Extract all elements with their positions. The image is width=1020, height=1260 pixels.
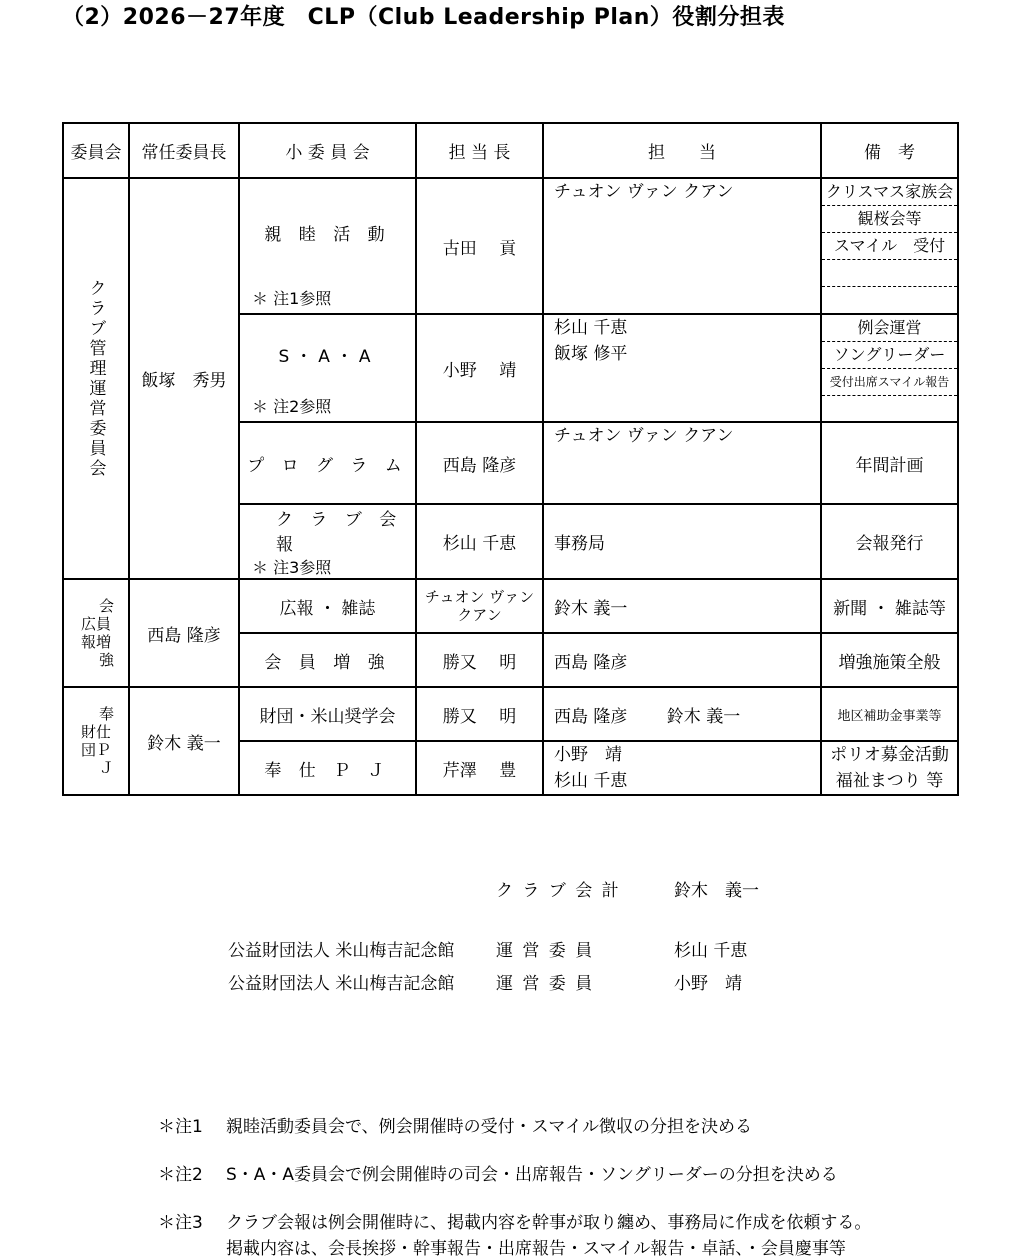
leader-cell: 古田 貢: [416, 178, 543, 314]
leader-cell: 杉山 千恵: [416, 504, 543, 579]
remark-item: 受付出席スマイル報告: [822, 369, 957, 396]
members-cell: [543, 178, 821, 314]
committee-name: クラブ管理運営委員会: [85, 278, 106, 479]
clp-role-table: [62, 122, 959, 796]
subcommittee-cell: [239, 314, 416, 422]
note-text: クラブ会報は例会開催時に、掲載内容を幹事が取り纏め、事務局に作成を依頼する。: [226, 1213, 872, 1233]
officer-name: 杉山 千恵: [674, 941, 748, 961]
chair-cell: 西島 隆彦: [129, 579, 239, 687]
officer-role: ク ラ ブ 会 計: [496, 881, 621, 901]
note-reference: ＊ 注3参照: [252, 558, 332, 577]
page-title: （2）2026－27年度 CLP（Club Leadership Plan）役割分担表: [62, 5, 785, 30]
subcommittee-name: S・A・A: [278, 347, 377, 367]
chair-cell: 鈴木 義一: [129, 687, 239, 795]
remarks-cell: [821, 741, 958, 795]
members-cell: 西島 隆彦: [543, 633, 821, 687]
subcommittee-cell: 広報 ・ 雑誌: [239, 579, 416, 633]
leader-line: クアン: [457, 606, 502, 624]
member-name: チュオン ヴァン クアン: [554, 182, 734, 202]
leader-line: チュオン ヴァン: [424, 588, 535, 606]
header-remarks: 備 考: [821, 123, 958, 178]
subcommittee-cell: [239, 178, 416, 314]
officer-org: 公益財団法人 米山梅吉記念館: [228, 941, 455, 961]
member-name: 杉山 千恵: [554, 318, 628, 338]
committee-line: 強: [98, 651, 114, 669]
committee-line: 会: [98, 597, 114, 615]
remark-item: [822, 260, 957, 287]
table-row: [63, 687, 958, 741]
members-cell: 鈴木 義一: [543, 579, 821, 633]
note-text: 掲載内容は、会長挨拶・幹事報告・出席報告・スマイル報告・卓話、・会員慶事等: [226, 1239, 846, 1259]
member-name: チュオン ヴァン クアン: [554, 426, 734, 446]
header-chair: 常任委員長: [129, 123, 239, 178]
note-label: ＊注3: [158, 1213, 203, 1233]
subcommittee-cell: 奉 仕 Ｐ Ｊ: [239, 741, 416, 795]
header-subcommittee: 小 委 員 会: [239, 123, 416, 178]
remarks-cell: [821, 178, 958, 314]
leader-cell: 芹澤 豊: [416, 741, 543, 795]
remarks-cell: 増強施策全般: [821, 633, 958, 687]
officer-name: 小野 靖: [674, 974, 742, 994]
officer-role: 運 営 委 員: [496, 974, 595, 994]
member-name: 杉山 千恵: [554, 771, 628, 791]
header-committee: 委員会: [63, 123, 129, 178]
note-reference: ＊ 注2参照: [252, 397, 332, 416]
remark-item: 観桜会等: [822, 206, 957, 233]
chair-cell: 飯塚 秀男: [129, 178, 239, 579]
remark-item: クリスマス家族会: [822, 179, 957, 206]
header-members: 担 当: [543, 123, 821, 178]
note-item: [158, 1234, 846, 1259]
remark-item: 福祉まつり 等: [835, 771, 944, 791]
remarks-cell: 地区補助金事業等: [821, 687, 958, 741]
committee-line: 報増: [80, 633, 111, 651]
note-label: ＊注2: [158, 1165, 203, 1185]
members-cell: [543, 314, 821, 422]
leader-cell: 勝又 明: [416, 633, 543, 687]
committee-line: 団Ｐ: [80, 741, 111, 759]
remarks-cell: 会報発行: [821, 504, 958, 579]
note-text: 親睦活動委員会で、例会開催時の受付・スマイル徴収の分担を決める: [226, 1117, 752, 1137]
subcommittee-cell: プ ロ グ ラ ム: [239, 422, 416, 504]
officer-row: [228, 936, 747, 961]
note-item: [158, 1208, 871, 1233]
members-cell: 西島 隆彦 鈴木 義一: [543, 687, 821, 741]
officer-row: [228, 876, 759, 901]
officer-role: 運 営 委 員: [496, 941, 595, 961]
officer-row: [228, 969, 742, 994]
subcommittee-cell: [239, 504, 416, 579]
note-text: S・A・A委員会で例会開催時の司会・出席報告・ソングリーダーの分担を決める: [226, 1165, 838, 1185]
remark-item: スマイル 受付: [822, 233, 957, 260]
committee-line: 財仕: [80, 723, 111, 741]
table-row: [63, 579, 958, 633]
committee-cell: [63, 687, 129, 795]
committee-cell: [63, 178, 129, 579]
subcommittee-cell: 会 員 増 強: [239, 633, 416, 687]
leader-cell: 西島 隆彦: [416, 422, 543, 504]
remark-item: ポリオ募金活動: [830, 745, 949, 765]
subcommittee-cell: 財団・米山奨学会: [239, 687, 416, 741]
leader-cell: 小野 靖: [416, 314, 543, 422]
members-cell: [543, 741, 821, 795]
subcommittee-name: ク ラ ブ 会 報: [276, 510, 403, 555]
remarks-cell: 年間計画: [821, 422, 958, 504]
member-name: 飯塚 修平: [554, 344, 628, 364]
remarks-cell: 新聞 ・ 雑誌等: [821, 579, 958, 633]
leader-cell: 勝又 明: [416, 687, 543, 741]
committee-line: 広員: [80, 615, 111, 633]
note-reference: ＊ 注1参照: [252, 289, 332, 308]
note-label: ＊注1: [158, 1117, 203, 1137]
note-item: [158, 1112, 752, 1137]
table-header-row: [63, 123, 958, 178]
header-leader: 担 当 長: [416, 123, 543, 178]
remark-item: ソングリーダー: [822, 342, 957, 369]
officer-name: 鈴木 義一: [674, 881, 759, 901]
remark-item: 例会運営: [822, 315, 957, 342]
committee-line: 奉: [98, 705, 114, 723]
leader-cell: [416, 579, 543, 633]
members-cell: [543, 422, 821, 504]
member-name: 小野 靖: [554, 745, 622, 765]
table-row: [63, 178, 958, 314]
committee-line: Ｊ: [98, 759, 114, 777]
remarks-cell: [821, 314, 958, 422]
note-item: [158, 1160, 838, 1185]
committee-cell: [63, 579, 129, 687]
officer-org: 公益財団法人 米山梅吉記念館: [228, 974, 455, 994]
subcommittee-name: 親 睦 活 動: [264, 225, 391, 245]
members-cell: 事務局: [543, 504, 821, 579]
